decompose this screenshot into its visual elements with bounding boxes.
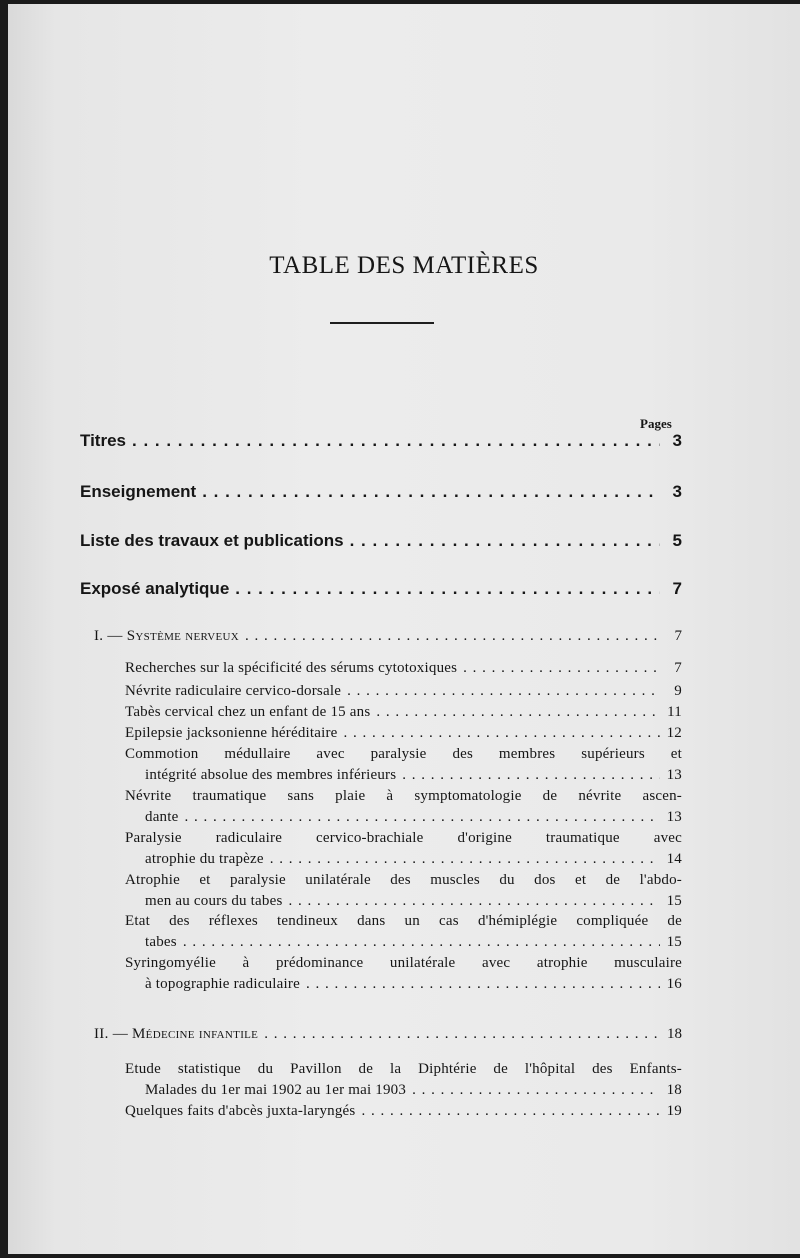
toc-item-page: 18 (666, 1082, 682, 1098)
section-label: II. — Médecine infantile (94, 1026, 259, 1042)
leader-dots (132, 431, 660, 451)
toc-entry-label: Liste des travaux et publications (80, 531, 344, 550)
toc-item-label: Quelques faits d'abcès juxta-laryngés (125, 1103, 356, 1119)
leader-dots (270, 851, 660, 868)
toc-entry-label: Enseignement (80, 482, 197, 501)
toc-item[interactable] (145, 851, 682, 868)
leader-dots (183, 934, 660, 951)
leader-dots (289, 893, 661, 910)
toc-entry-expose-analytique[interactable] (80, 579, 682, 599)
toc-item-first-line: Etude statistique du Pavillon de la Diphtérie de l'hôpital des Enfants- (125, 1061, 682, 1077)
leader-dots (402, 767, 660, 784)
toc-item-label: intégrité absolue des membres inférieurs (145, 767, 397, 783)
toc-item-label: Recherches sur la spécificité des sérums cytotoxiques (125, 660, 458, 676)
toc-item-page: 19 (666, 1103, 682, 1119)
toc-item-page: 9 (674, 683, 682, 699)
toc-item-page: 13 (666, 809, 682, 825)
toc-item[interactable] (125, 660, 682, 677)
leader-dots (344, 725, 660, 742)
toc-item-page: 12 (666, 725, 682, 741)
toc-entry-page: 7 (672, 579, 682, 598)
toc-section-systeme-nerveux[interactable] (94, 628, 682, 645)
toc-entry-enseignement[interactable] (80, 482, 682, 502)
toc-item-label: dante (145, 809, 179, 825)
document-page (8, 4, 800, 1254)
toc-entry-page: 5 (672, 531, 682, 550)
toc-item-label: Epilepsie jacksonienne héréditaire (125, 725, 338, 741)
toc-item-first-line: Paralysie radiculaire cervico-brachiale d'origine traumatique avec (125, 830, 682, 846)
title-rule (330, 322, 434, 324)
toc-item-first-line: Névrite traumatique sans plaie à symptomatologie de névrite ascen- (125, 788, 682, 804)
toc-item-first-line: Commotion médullaire avec paralysie des membres supérieurs et (125, 746, 682, 762)
pages-column-label: Pages (640, 416, 672, 431)
toc-item-label: atrophie du trapèze (145, 851, 264, 867)
toc-item-label: men au cours du tabes (145, 893, 283, 909)
toc-section-medecine-infantile[interactable] (94, 1026, 682, 1043)
leader-dots (264, 1026, 660, 1043)
leader-dots (306, 976, 660, 993)
toc-item[interactable] (125, 725, 682, 742)
toc-item-page: 14 (666, 851, 682, 867)
toc-entry-page: 3 (672, 482, 682, 501)
leader-dots (202, 482, 660, 502)
toc-entry-titres[interactable] (80, 431, 682, 451)
section-label: I. — Système nerveux (94, 628, 240, 644)
toc-entry-page: 3 (672, 431, 682, 450)
leader-dots (347, 683, 660, 700)
leader-dots (412, 1082, 660, 1099)
toc-item[interactable] (145, 934, 682, 951)
toc-entry-label: Exposé analytique (80, 579, 230, 598)
toc-item[interactable] (125, 683, 682, 700)
toc-item-page: 11 (667, 704, 682, 720)
leader-dots (184, 809, 660, 826)
toc-item-page: 13 (666, 767, 682, 783)
toc-item-first-line: Etat des réflexes tendineux dans un cas d'hémiplégie compliquée de (125, 913, 682, 929)
toc-item[interactable] (145, 976, 682, 993)
toc-item[interactable] (125, 1103, 682, 1120)
leader-dots (350, 531, 660, 551)
leader-dots (463, 660, 660, 677)
leader-dots (361, 1103, 660, 1120)
page-title: TABLE DES MATIÈRES (269, 252, 539, 279)
toc-item-label: Tabès cervical chez un enfant de 15 ans (125, 704, 371, 720)
section-page: 18 (667, 1026, 682, 1042)
leader-dots (235, 579, 660, 599)
toc-item-page: 15 (666, 934, 682, 950)
toc-item[interactable] (145, 1082, 682, 1099)
toc-item-page: 16 (666, 976, 682, 992)
toc-item-label: à topographie radiculaire (145, 976, 300, 992)
section-page: 7 (674, 628, 682, 644)
leader-dots (245, 628, 660, 645)
toc-entry-liste-travaux[interactable] (80, 531, 682, 551)
toc-item[interactable] (145, 893, 682, 910)
leader-dots (376, 704, 660, 721)
toc-entry-label: Titres (80, 431, 126, 450)
toc-item-page: 15 (666, 893, 682, 909)
toc-item[interactable] (145, 767, 682, 784)
toc-item-label: tabes (145, 934, 177, 950)
toc-item-first-line: Atrophie et paralysie unilatérale des muscles du dos et de l'abdo- (125, 872, 682, 888)
toc-item-label: Névrite radiculaire cervico-dorsale (125, 683, 342, 699)
toc-item-page: 7 (674, 660, 682, 676)
toc-item[interactable] (125, 704, 682, 721)
toc-item-first-line: Syringomyélie à prédominance unilatérale avec atrophie musculaire (125, 955, 682, 971)
toc-item-label: Malades du 1er mai 1902 au 1er mai 1903 (145, 1082, 407, 1098)
toc-item[interactable] (145, 809, 682, 826)
